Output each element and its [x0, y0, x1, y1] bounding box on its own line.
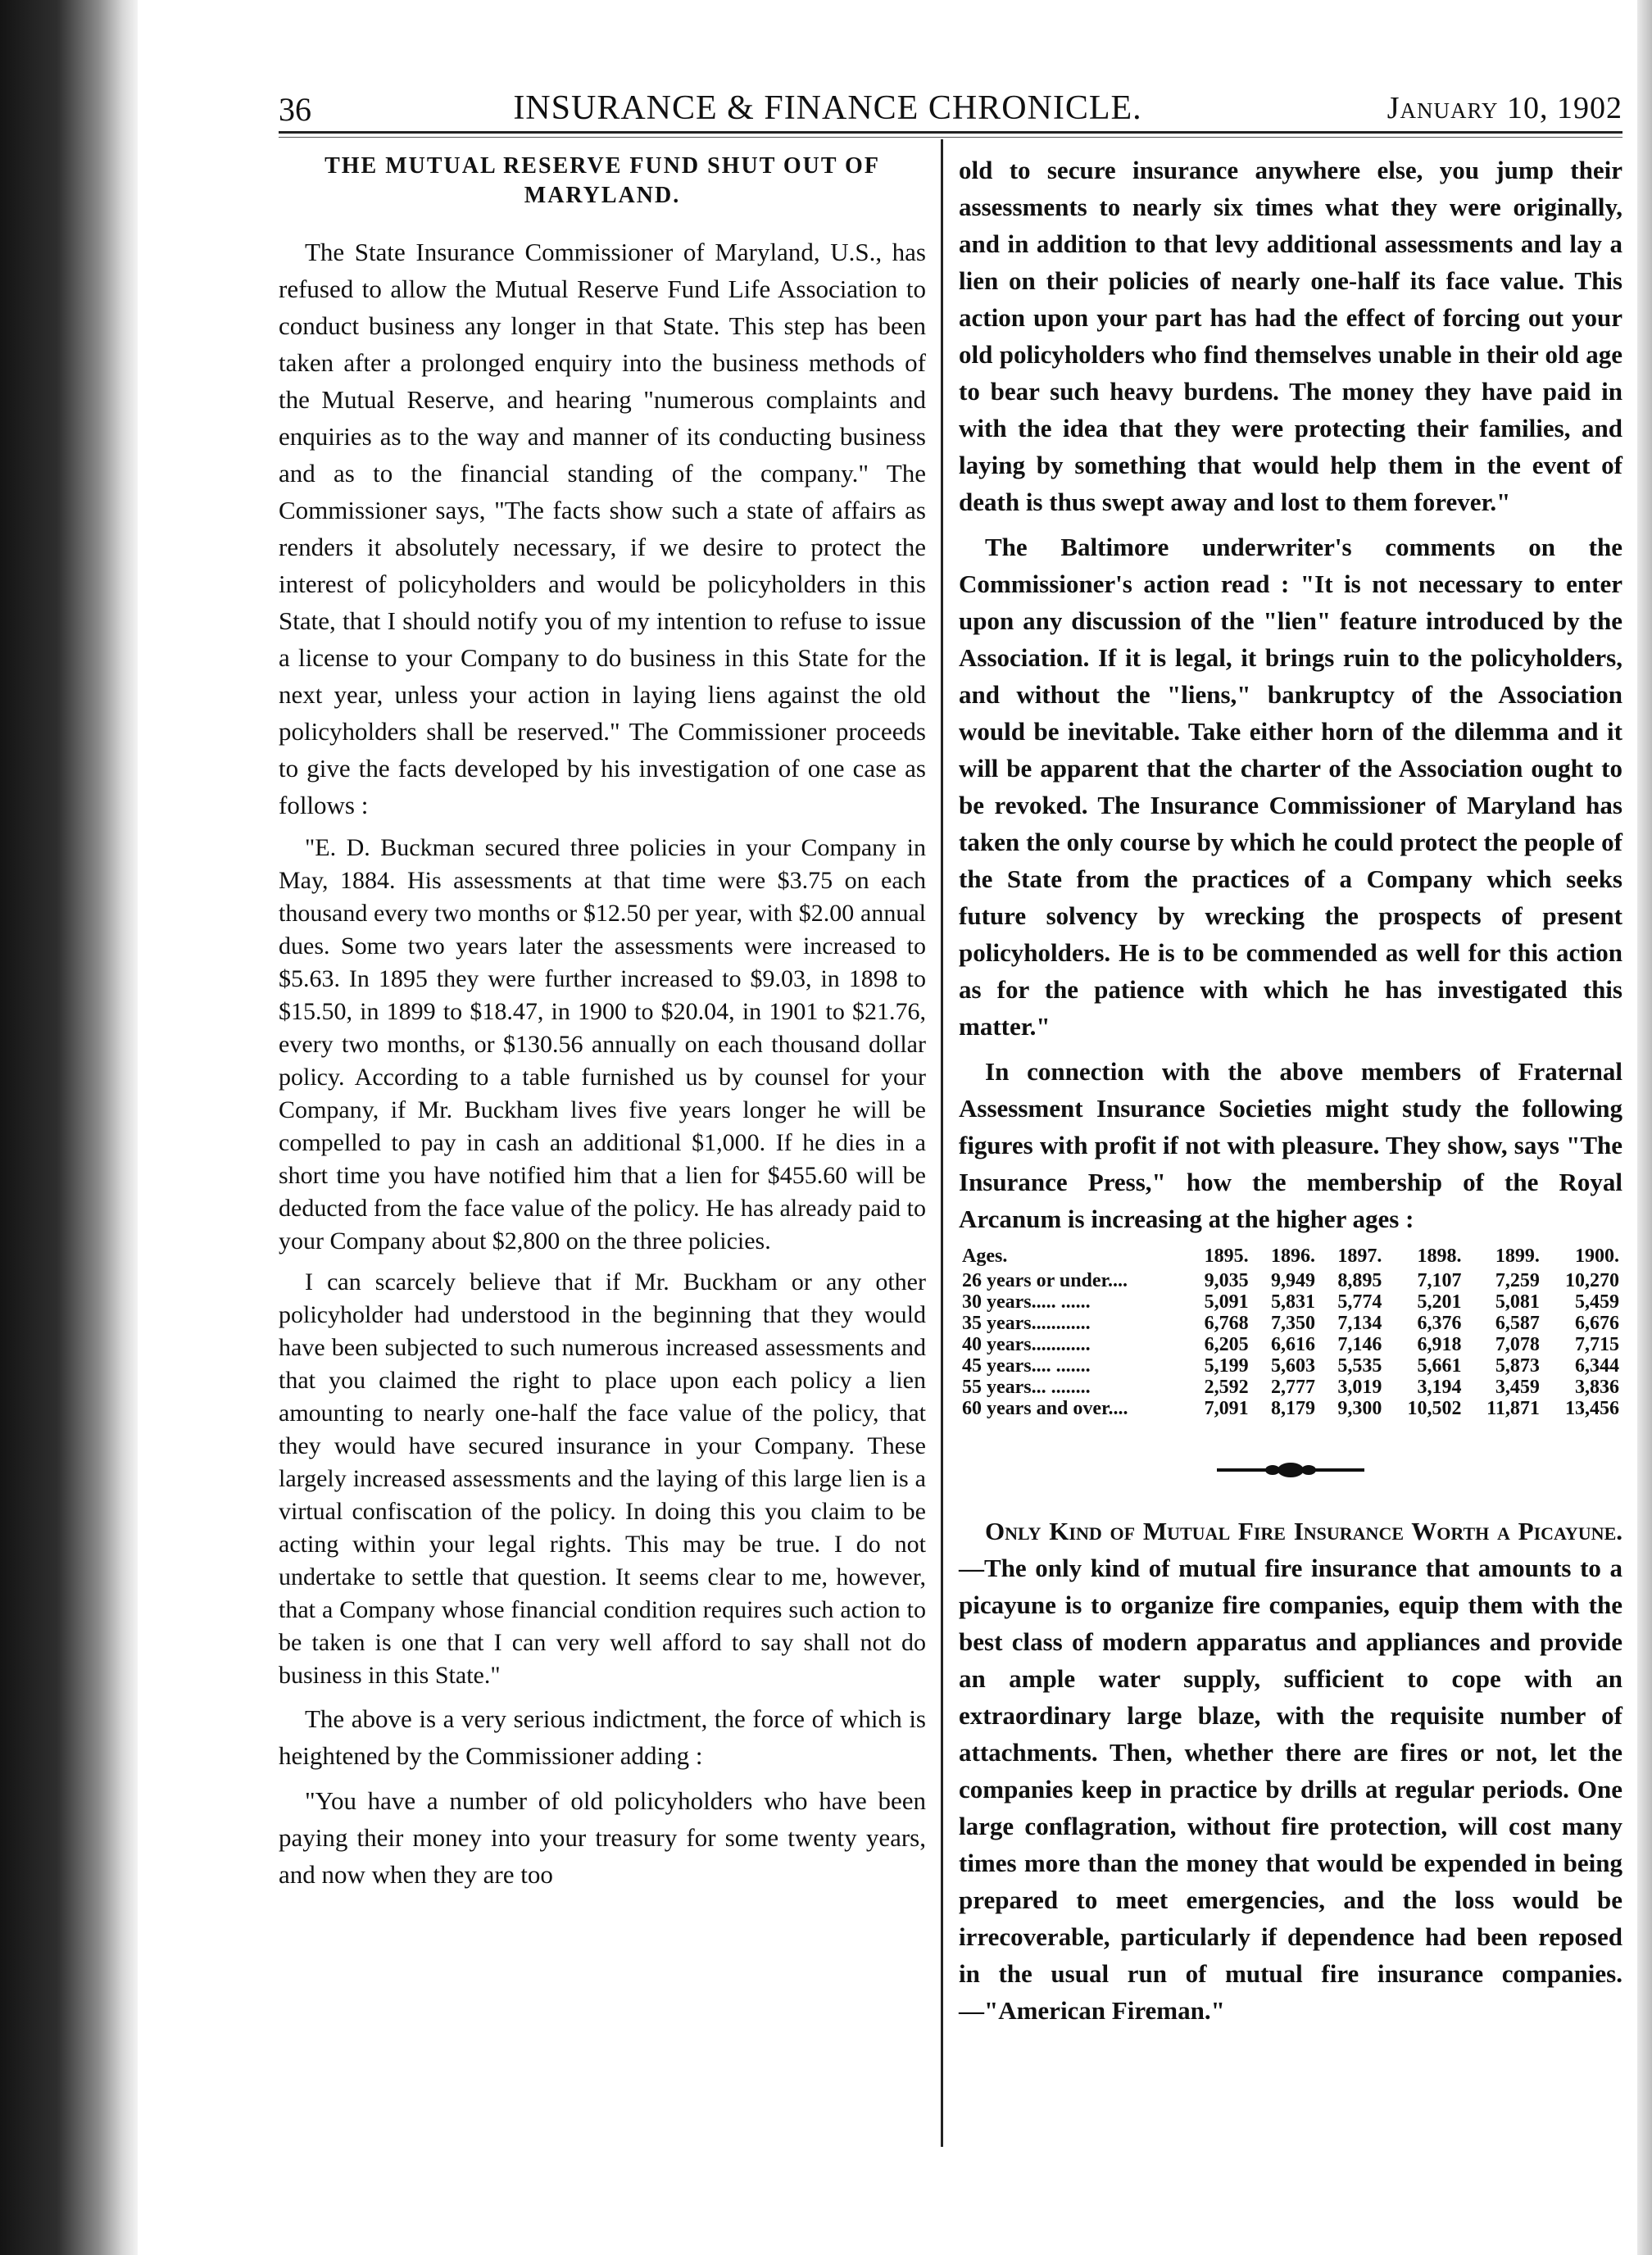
table-row: [959, 1291, 1622, 1313]
column-separator: [941, 139, 943, 2147]
table-cell: 7,134: [1337, 1313, 1382, 1334]
table-cell: 6,676: [1575, 1313, 1619, 1334]
table-cell: 7,107: [1417, 1270, 1462, 1291]
table-cell: 5,201: [1417, 1291, 1462, 1313]
table-cell: 7,146: [1337, 1334, 1382, 1355]
table-row: [959, 1355, 1622, 1377]
membership-table: [959, 1245, 1622, 1419]
table-cell: 3,836: [1575, 1377, 1619, 1398]
page-edge-shadow: [1637, 0, 1652, 2255]
book-binding-shadow: [0, 0, 138, 2255]
table-cell: 6,768: [1204, 1313, 1249, 1334]
table-cell: 5,535: [1337, 1355, 1382, 1377]
running-header: [279, 79, 1622, 144]
table-cell: 7,715: [1575, 1334, 1619, 1355]
item-body: —The only kind of mutual fire insurance that amounts to a picayune is to organize fire companies, equip them with the best class of modern apparatus and appliances and provide an ample water supply, sufficient to cope with an extraordinary large blaze, with the requisite number of attachments. Then, whether there are fires or not, let the companies keep in practice by drills at regular periods. One large conflagration, without fire protection, will cost many times more than the money that would be expended in being prepared to meet emergencies, and the loss would be irrecoverable, particularly if dependence had been reposed in the usual run of mutual fire insurance companies.—"American Fireman.": [959, 1554, 1622, 2025]
table-cell: 2,777: [1270, 1377, 1315, 1398]
article-paragraph: The Baltimore underwriter's comments on the Commissioner's action read : "It is not necessary to enter upon any discussion of the "lien" feature introduced by the Association. If it is legal, it brings ruin to the policyholders, and without the "liens," bankruptcy of the Association would be inevitable. Take either horn of the dilemma and it will be apparent that the charter of the Association ought to be revoked. The Insurance Commissioner of Maryland has taken the only course by which he could protect the people of the State from the practices of a Company which seeks future solvency by wrecking the prospects of present policyholders. He is to be commended as well for this action as for the patience with which he has investigated this matter.": [959, 533, 1622, 1041]
table-cell: 10,502: [1407, 1398, 1462, 1419]
table-cell: 13,456: [1565, 1398, 1619, 1419]
table-cell: 5,831: [1270, 1291, 1315, 1313]
table-cell: 5,091: [1204, 1291, 1249, 1313]
age-label: 60 years and over....: [962, 1398, 1128, 1419]
header-rule: [279, 131, 1622, 134]
table-cell: 2,592: [1204, 1377, 1249, 1398]
article-paragraph: old to secure insurance anywhere else, you jump their assessments to nearly six times what they were originally, and in addition to that levy additional assessments and lay a lien on their policies of nearly one-half its face value. This action upon your part has had the effect of forcing out your old policyholders who find themselves unable in their old age to bear such heavy burdens. The money they have paid in with the idea that they were protecting their families, and laying by something that would help them in the event of death is thus swept away and lost to them forever.": [959, 156, 1622, 516]
table-cell: 7,078: [1495, 1334, 1540, 1355]
article-title: THE MUTUAL RESERVE FUND SHUT OUT OF MARYLAND.: [324, 153, 880, 208]
table-cell: 3,194: [1417, 1377, 1462, 1398]
right-column: [959, 152, 1622, 2037]
article-paragraph: The State Insurance Commissioner of Maryland, U.S., has refused to allow the Mutual Reserve Fund Life Association to conduct business any longer in that State. This step has been taken after a prolonged enquiry into the business methods of the Mutual Reserve, and hearing "numerous complaints and enquiries as to the way and manner of its conducting business and as to the financial standing of the company." The Commissioner says, "The facts show such a state of affairs as renders it absolutely necessary, if we desire to protect the interest of policyholders and would be policyholders in this State, that I should notify you of my intention to refuse to issue a license to your Company to do business in this State for the next year, unless your action in laying liens against the old policyholders shall be reserved." The Commissioner proceeds to give the facts developed by his investigation of one case as follows :: [279, 238, 926, 819]
quoted-paragraph: I can scarcely believe that if Mr. Buckham or any other policyholder had understood in the beginning that they would have been subjected to such numerous increased assessments and that you claimed the right to place upon each policy a lien amounting to nearly one-half the face value of the policy, that they would have secured insurance in your Company. These largely increased assessments and the laying of this large lien is a virtual confiscation of the policy. In doing this you claim to be acting within your legal rights. This may be true. I do not undertake to settle that question. It seems clear to me, however, that a Company whose financial condition requires such action to be taken is one that I can very well afford to say shall not do business in this State.": [279, 1268, 926, 1689]
ornament-divider-icon: [1209, 1460, 1373, 1480]
age-label: 45 years.... .......: [962, 1355, 1091, 1377]
table-cell: 3,019: [1337, 1377, 1382, 1398]
table-cell: 5,199: [1204, 1355, 1249, 1377]
table-cell: 5,603: [1270, 1355, 1315, 1377]
table-cell: 5,081: [1495, 1291, 1540, 1313]
table-header-row: [959, 1245, 1622, 1270]
item-heading: Only Kind of Mutual Fire Insurance Worth a Picayune.: [985, 1517, 1622, 1545]
newspaper-page: [254, 49, 1631, 2212]
column-header: 1896.: [1270, 1245, 1315, 1267]
table-row: [959, 1398, 1622, 1419]
table-cell: 6,587: [1495, 1313, 1540, 1334]
table-cell: 8,895: [1337, 1270, 1382, 1291]
column-header: 1895.: [1204, 1245, 1249, 1267]
table-cell: 9,949: [1270, 1270, 1315, 1291]
age-label: 55 years... ........: [962, 1377, 1091, 1398]
table-cell: 6,376: [1417, 1313, 1462, 1334]
table-cell: 5,661: [1417, 1355, 1462, 1377]
table-cell: 11,871: [1486, 1398, 1540, 1419]
age-label: 35 years............: [962, 1313, 1091, 1334]
header-rule-thin: [279, 137, 1622, 138]
table-cell: 8,179: [1270, 1398, 1315, 1419]
table-cell: 3,459: [1495, 1377, 1540, 1398]
quoted-paragraph: "E. D. Buckman secured three policies in your Company in May, 1884. His assessments at that time were $3.75 on each thousand every two months or $12.50 per year, with $2.00 annual dues. Some two years later the assessments were increased to $5.63. In 1895 they were further increased to $9.03, in 1898 to $15.50, in 1899 to $18.47, in 1900 to $20.04, in 1901 to $21.76, every two months, or $130.56 annually on each thousand dollar policy. According to a table furnished us by counsel for your Company, if Mr. Buckham lives five years longer he will be compelled to pay in cash an additional $1,000. If he dies in a short time you have notified him that a lien for $455.60 will be deducted from the face value of the policy. He has already paid to your Company about $2,800 on the three policies.: [279, 834, 926, 1255]
table-cell: 5,459: [1575, 1291, 1619, 1313]
age-label: 30 years..... ......: [962, 1291, 1091, 1313]
table-cell: 7,091: [1204, 1398, 1249, 1419]
table-row: [959, 1313, 1622, 1334]
article-paragraph: In connection with the above members of Fraternal Assessment Insurance Societies might study the following figures with profit if not with pleasure. They show, says "The Insurance Press," how the membership of the Royal Arcanum is increasing at the higher ages :: [959, 1057, 1622, 1233]
page-number: 36: [279, 91, 311, 128]
table-cell: 7,259: [1495, 1270, 1540, 1291]
table-cell: 6,205: [1204, 1334, 1249, 1355]
article-paragraph: "You have a number of old policyholders who have been paying their money into your treasury for some twenty years, and now when they are too: [279, 1786, 926, 1889]
age-label: 40 years............: [962, 1334, 1091, 1355]
table-cell: 5,774: [1337, 1291, 1382, 1313]
article-paragraph: The above is a very serious indictment, the force of which is heightened by the Commissioner adding :: [279, 1704, 926, 1770]
column-header: 1899.: [1495, 1245, 1540, 1267]
table-cell: 9,035: [1204, 1270, 1249, 1291]
column-header: Ages.: [962, 1245, 1008, 1267]
table-cell: 5,873: [1495, 1355, 1540, 1377]
table-cell: 9,300: [1337, 1398, 1382, 1419]
column-header: 1898.: [1417, 1245, 1462, 1267]
journal-title: INSURANCE & FINANCE CHRONICLE.: [513, 89, 1142, 127]
left-column: [279, 152, 926, 1901]
column-header: 1897.: [1337, 1245, 1382, 1267]
table-cell: 7,350: [1270, 1313, 1315, 1334]
column-header: 1900.: [1575, 1245, 1619, 1267]
table-row: [959, 1270, 1622, 1291]
table-cell: 10,270: [1565, 1270, 1619, 1291]
age-label: 26 years or under....: [962, 1270, 1128, 1291]
table-cell: 6,918: [1417, 1334, 1462, 1355]
table-row: [959, 1377, 1622, 1398]
table-cell: 6,616: [1270, 1334, 1315, 1355]
table-cell: 6,344: [1575, 1355, 1619, 1377]
issue-date: January 10, 1902: [1386, 91, 1622, 125]
table-row: [959, 1334, 1622, 1355]
